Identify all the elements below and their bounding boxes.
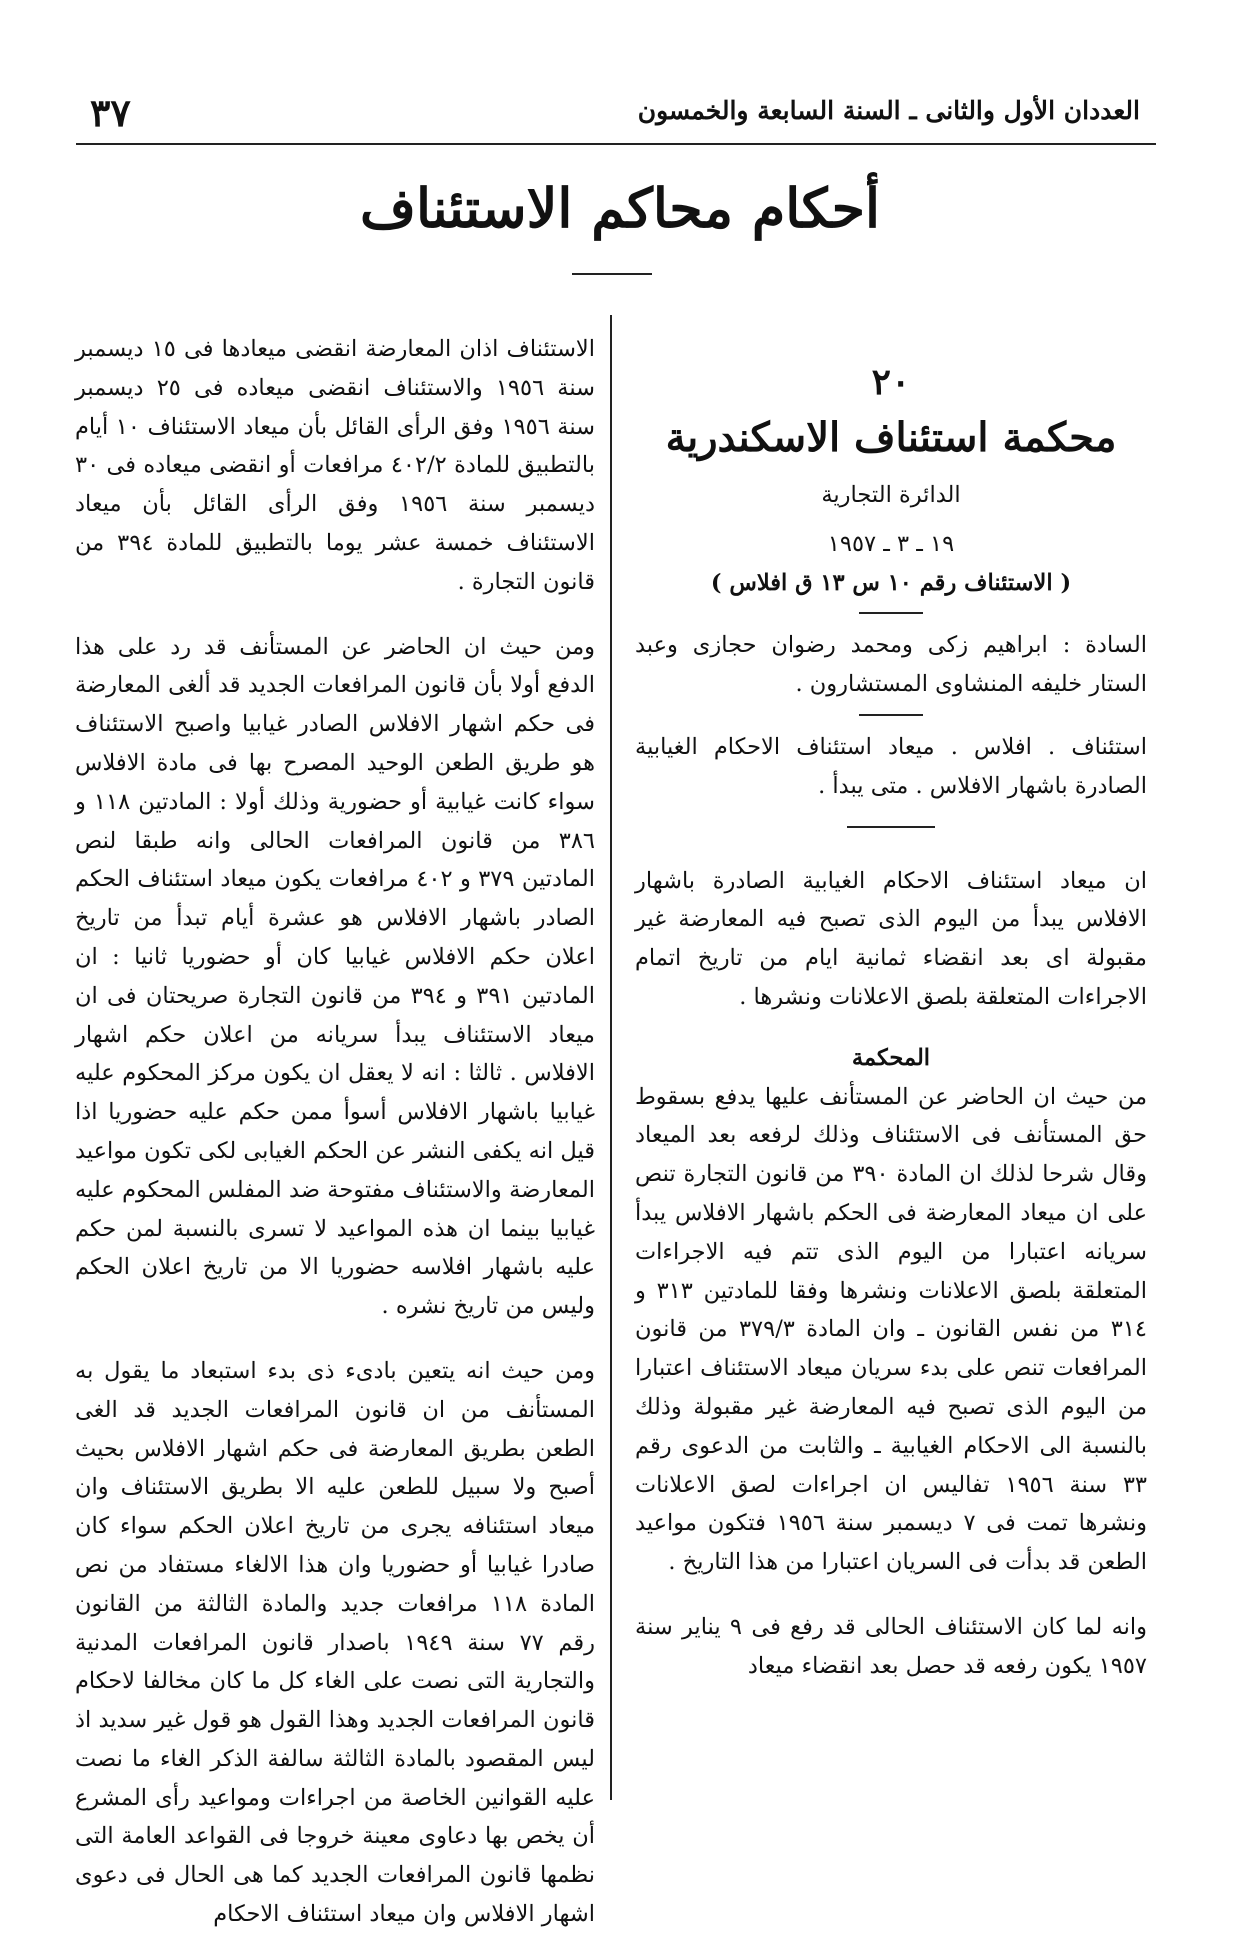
judgment-heading: المحكمة: [851, 1044, 931, 1071]
appeal-reference: ( الاستئناف رقم ١٠ س ١٣ ق افلاس ): [710, 569, 1072, 596]
circuit-name: الدائرة التجارية: [821, 482, 961, 508]
court-name: محكمة استئناف الاسكندرية: [665, 414, 1117, 461]
judgment-paragraph-5: ومن حيث انه يتعين بادىء ذى بدء استبعاد ما يقول به المستأنف من ان قانون المرافعات الجديد قد الغى الطعن بطريق المعارضة فى حكم اشهار الافلاس بحيث أصبح ولا سبيل للطعن عليه الا بطريق الاستئناف وان ميعاد استئنافه يجرى من تاريخ اعلان الحكم سواء كان صادرا غيابيا أو حضوريا وان هذا الالغاء مستفاد من نص المادة ١١٨ مرافعات جديد والمادة الثالثة من القانون رقم ٧٧ سنة ١٩٤٩ باصدار قانون المرافعات المدنية والتجارية التى نصت على الغاء كل ما كان مخالفا لاحكام قانون المرافعات الجديد وهذا القول هو قول غير سديد اذ ليس المقصود بالمادة الثالثة سالفة الذكر الغاء ما نصت عليه القوانين الخاصة من اجراءات ومواعيد رأى المشرع أن يخص بها دعاوى معينة خروجا فى القواعد العامة التى نظمها قانون المرافعات الجديد كما هى الحال فى دعوى اشهار الافلاس وان ميعاد استئناف الاحكام: [75, 1357, 596, 1928]
section-title: أحكام محاكم الاستئناف: [360, 176, 880, 240]
judgment-paragraph-2: وانه لما كان الاستئناف الحالى قد رفع فى ٩ يناير سنة ١٩٥٧ يكون رفعه قد حصل بعد انقضاء ميعاد: [635, 1613, 1148, 1679]
judgment-paragraph-4: ومن حيث ان الحاضر عن المستأنف قد رد على هذا الدفع أولا بأن قانون المرافعات الجديد قد ألغى المعارضة فى حكم اشهار الافلاس الصادر غيابيا واصبح الاستئناف هو طريق الطعن الوحيد المصرح بها فى مادة الافلاس سواء كانت غيابية أو حضورية وذلك أولا : المادتين ١١٨ و ٣٨٦ من قانون المرافعات الحالى وانه طبقا لنص المادتين ٣٧٩ و ٤٠٢ مرافعات يكون ميعاد استئناف الحكم الصادر باشهار الافلاس هو عشرة أيام تبدأ من تاريخ اعلان حكم الافلاس غيابيا كان أو حضوريا ثانيا : ان المادتين ٣٩١ و ٣٩٤ من قانون التجارة صريحتان فى ان ميعاد الاستئناف يبدأ سريانه من اعلان حكم اشهار الافلاس . ثالثا : انه لا يعقل ان يكون مركز المحكوم عليه غيابيا باشهار الافلاس أسوأ ممن حكم عليه حضوريا اذا قيل انه يكفى النشر عن الحكم الغيابى لكى تكون مواعيد المعارضة والاستئناف مفتوحة ضد المفلس المحكوم عليه غيابيا بينما ان هذه المواعيد لا تسرى بالنسبة لمن حكم عليه باشهار افلاسه حضوريا الا من تاريخ اعلان الحكم وليس من تاريخ نشره .: [75, 633, 595, 1320]
keywords: استئناف . افلاس . ميعاد استئناف الاحكام الغيابية الصادرة باشهار الافلاس . متى يبدأ .: [635, 733, 1147, 799]
page-number: ٣٧: [90, 90, 131, 135]
judgment-paragraph-1: من حيث ان الحاضر عن المستأنف عليها يدفع بسقوط حق المستأنف فى الاستئناف وذلك لرفعه بعد الميعاد وقال شرحا لذلك ان المادة ٣٩٠ من قانون التجارة تنص على ان ميعاد المعارضة فى الحكم باشهار الافلاس يبدأ سريانه اعتبارا من اليوم الذى تتم فيه الاجراءات المتعلقة بلصق الاعلانات ونشرها وفقا للمادتين ٣١٣ و ٣١٤ من نفس القانون ـ وان المادة ٣٧٩/٣ من قانون المرافعات تنص على بدء سريان ميعاد الاستئناف اعتبارا من اليوم الذى تصبح فيه المعارضة غير مقبولة وذلك بالنسبة الى الاحكام الغيابية ـ والثابت من الدعوى رقم ٣٣ سنة ١٩٥٦ تفاليس ان اجراءات لصق الاعلانات ونشرها تمت فى ٧ ديسمبر سنة ١٩٥٦ فتكون مواعيد الطعن قد بدأت فى السريان اعتبارا من هذا التاريخ .: [635, 1083, 1148, 1576]
judgment-date: ١٩ ـ ٣ ـ ١٩٥٧: [827, 530, 955, 557]
right-column: [635, 360, 1147, 1686]
divider-1: [859, 612, 923, 614]
judgment-paragraph-3: الاستئناف اذان المعارضة انقضى ميعادها فى ١٥ ديسمبر سنة ١٩٥٦ والاستئناف انقضى ميعاده فى ٢٥ ديسمبر سنة ١٩٥٦ وفق الرأى القائل بأن ميعاد الاستئناف ١٠ أيام بالتطبيق للمادة ٤٠٢/٢ مرافعات أو انقضى ميعاده فى ٣٠ ديسمبر سنة ١٩٥٦ وفق الرأى القائل بأن ميعاد الاستئناف خمسة عشر يوما بالتطبيق للمادة ٣٩٤ من قانون التجارة .: [75, 336, 596, 595]
case-number: ٢٠: [871, 361, 911, 403]
title-rule: [572, 273, 652, 275]
column-divider: [610, 315, 612, 1800]
running-header: [90, 90, 1140, 136]
headnote: ان ميعاد استئناف الاحكام الغيابية الصادرة باشهار الافلاس يبدأ من اليوم الذى تصبح فيه المعارضة غير مقبولة اى بعد انقضاء ثمانية ايام من تاريخ اتمام الاجراءات المتعلقة بلصق الاعلانات ونشرها .: [635, 867, 1147, 1010]
divider-3: [847, 826, 935, 828]
header-rule: [76, 143, 1156, 145]
running-title: العددان الأول والثانى ـ السنة السابعة والخمسون: [637, 96, 1140, 125]
divider-2: [859, 714, 923, 716]
judges-list: السادة : ابراهيم زكى ومحمد رضوان حجازى وعبد الستار خليفه المنشاوى المستشارون .: [635, 632, 1147, 698]
left-column: [75, 330, 595, 1934]
